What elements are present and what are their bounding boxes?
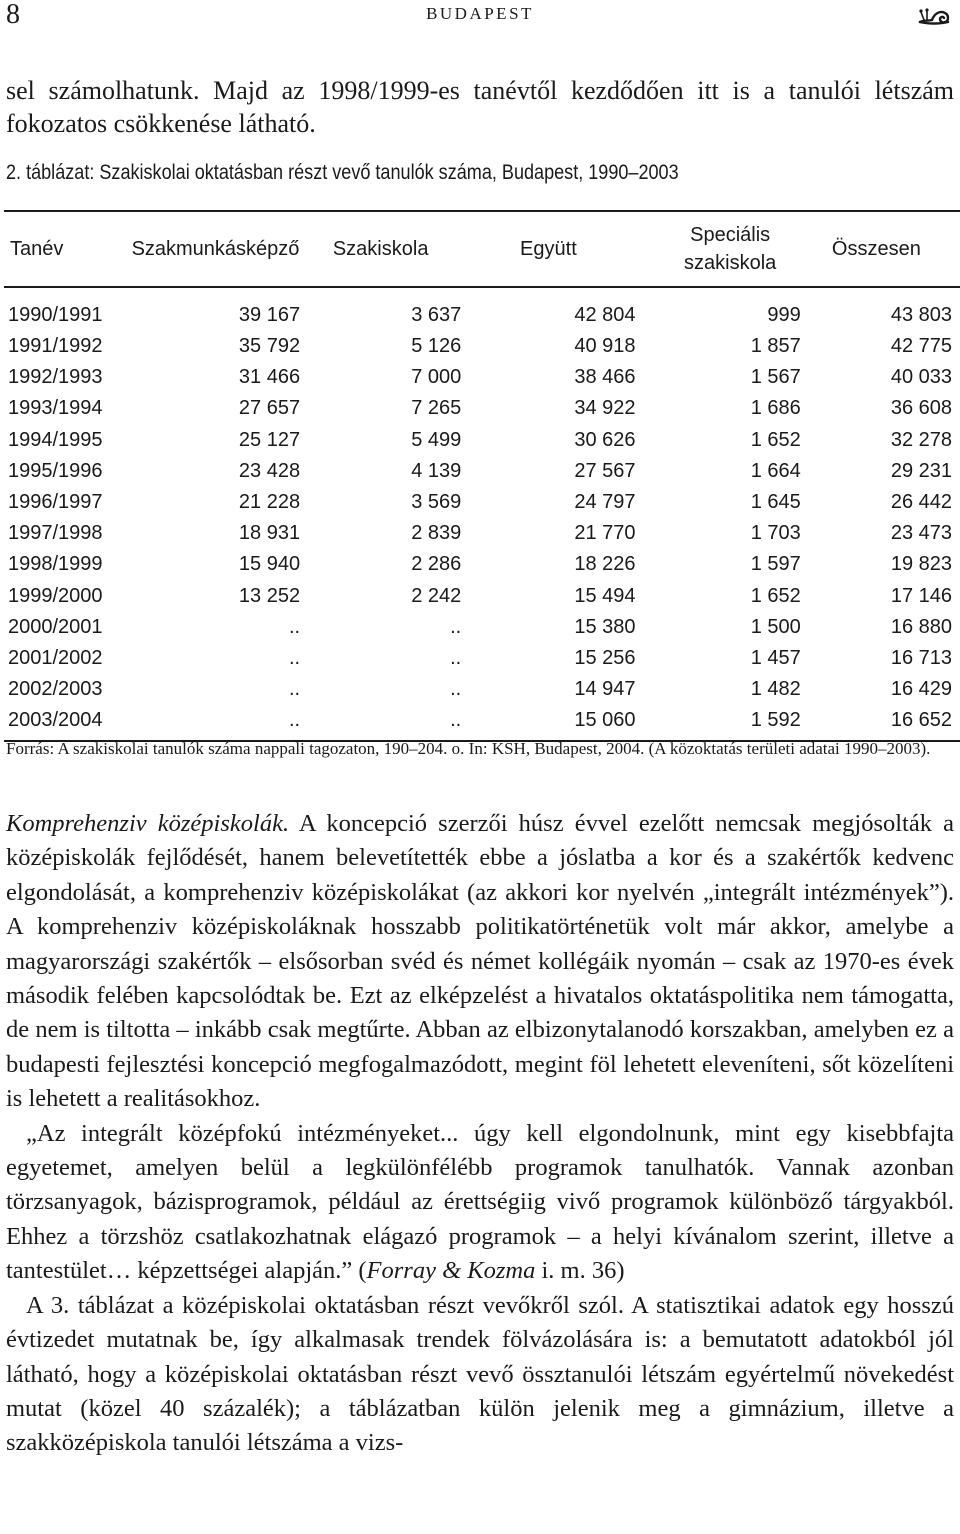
cell-szakiskola: 7 000 [411, 366, 462, 389]
cell-year: 1998/1999 [8, 553, 103, 576]
cell-egyutt: 38 466 [574, 366, 636, 389]
cell-year: 2002/2003 [8, 678, 103, 701]
cell-osszesen: 42 775 [890, 335, 952, 358]
header-szakiskola: Szakiskola [300, 211, 461, 287]
cell-year: 1999/2000 [8, 584, 103, 607]
paragraph-komprehenziv [6, 807, 954, 1117]
cell-year: 2003/2004 [4, 705, 131, 741]
cell-szakiskola: .. [300, 705, 461, 741]
cell-szakmunkaskepzo: .. [131, 705, 300, 741]
header-specialis-line1: Speciális [690, 224, 771, 246]
header-specialis-line2: szakiskola [684, 252, 777, 274]
cell-specialis: 1 597 [750, 553, 801, 576]
cell-szakmunkaskepzo: 18 931 [238, 522, 301, 545]
cell-year: 1996/1997 [8, 491, 103, 514]
table-row [4, 487, 960, 518]
cell-specialis: 1 500 [750, 615, 801, 638]
cell-specialis: 1 482 [750, 678, 801, 701]
cell-szakmunkaskepzo: 15 940 [238, 553, 301, 576]
cell-specialis: 1 652 [750, 584, 801, 607]
table-header-row [4, 211, 960, 287]
cell-szakmunkaskepzo: 35 792 [238, 335, 301, 358]
cell-specialis: 1 703 [750, 522, 801, 545]
table-row [4, 705, 960, 741]
cell-egyutt: 14 947 [574, 678, 636, 701]
paragraph-table3: A 3. táblázat a középiskolai oktatásban részt vevőkről szól. A statisztikai adatok egy hosszú évtizedet mutatnak be, így alkalmasak trendek fölvázolására is: a bemutatott adatokból jól látható, hogy a középiskolai oktatásban részt vevő össztanulói létszám egyértelmű növekedést mutat (közel 40 százalék); a táblázatban külön jelenik meg a gimnázium, illetve a szakközépiskola tanulói létszáma a vizs- [6, 1291, 954, 1457]
cell-specialis: 1 857 [750, 335, 801, 358]
cell-szakiskola: .. [450, 646, 462, 669]
cell-osszesen: 16 429 [890, 678, 952, 701]
cell-szakiskola: 5 126 [411, 335, 462, 358]
cell-osszesen: 29 231 [890, 459, 952, 482]
cell-specialis: 1 457 [750, 646, 801, 669]
table-source: Forrás: A szakiskolai tanulók száma nappali tagozaton, 190–204. o. In: KSH, Budapest, 2004. (A közoktatás területi adatai 1990–2003). [6, 739, 931, 758]
table-row [4, 581, 960, 612]
cell-szakmunkaskepzo: 39 167 [238, 304, 301, 326]
cell-szakmunkaskepzo: 13 252 [238, 584, 301, 607]
cell-year: 1991/1992 [8, 335, 103, 358]
header-year: Tanév [4, 211, 131, 287]
cell-szakiskola: .. [450, 678, 462, 701]
cell-egyutt: 24 797 [574, 491, 636, 514]
table-row [4, 456, 960, 487]
table-caption: 2. táblázat: Szakiskolai oktatásban részt vevő tanulók száma, Budapest, 1990–2003 [6, 161, 679, 184]
cell-szakiskola: 5 499 [411, 428, 462, 451]
cell-egyutt: 27 567 [574, 459, 636, 482]
table-row [4, 393, 960, 424]
header-specialis-szakiskola [636, 211, 801, 287]
quote-tail: i. m. 36) [535, 1257, 625, 1285]
cell-szakmunkaskepzo: 23 428 [238, 459, 301, 482]
table-row [4, 549, 960, 580]
cell-szakiskola: 2 286 [411, 553, 462, 576]
cell-osszesen: 16 652 [801, 705, 960, 741]
quote-text: „Az integrált középfokú intézményeket... úgy kell elgondolnunk, mint egy kisebbfajta egyetemet, amelyen belül a legkülönfélébb programok tanulhatók. Vannak azonban törzsanyagok, bázisprogramok, például az érettségiig vivő programok különböző tárgyakból. Ehhez a törzshöz csatlakozhatnak elágazó programok – a helyi kívánalom szerint, illetve a tantestület… képzettségei alapján.” ( [6, 1119, 954, 1285]
cell-specialis: 1 664 [750, 459, 801, 482]
cell-osszesen: 23 473 [890, 522, 952, 545]
table-row [4, 362, 960, 393]
cell-egyutt: 21 770 [574, 522, 636, 545]
cell-year: 1995/1996 [8, 459, 103, 482]
cell-year: 2000/2001 [8, 615, 103, 638]
cell-osszesen: 40 033 [890, 366, 952, 389]
cell-year: 1990/1991 [8, 304, 103, 326]
cell-szakiskola: 7 265 [411, 397, 462, 420]
cell-year: 1993/1994 [8, 397, 103, 420]
running-title: BUDAPEST [426, 4, 534, 23]
body-text [6, 807, 954, 1461]
cell-szakiskola: 2 839 [411, 522, 462, 545]
cell-specialis: 999 [767, 304, 801, 326]
intro-paragraph: sel számolhatunk. Majd az 1998/1999-es tanévtől kezdődően itt is a tanulói létszám fokozatos csökkenése látható. [6, 76, 954, 138]
cell-year: 2001/2002 [8, 646, 103, 669]
cell-szakmunkaskepzo: 25 127 [238, 428, 301, 451]
cell-egyutt: 42 804 [574, 304, 636, 326]
paragraph-quote [6, 1117, 954, 1289]
cell-szakmunkaskepzo: .. [288, 615, 301, 638]
cell-osszesen: 19 823 [890, 553, 952, 576]
cell-szakiskola: 3 569 [411, 491, 462, 514]
cell-year: 1994/1995 [8, 428, 103, 451]
table-body [4, 287, 960, 741]
cell-egyutt: 34 922 [574, 397, 636, 420]
cell-egyutt: 15 380 [574, 615, 636, 638]
table-row [4, 331, 960, 362]
cell-specialis: 1 567 [750, 366, 801, 389]
cell-osszesen: 17 146 [890, 584, 952, 607]
cell-osszesen: 16 880 [890, 615, 952, 638]
cell-year: 1992/1993 [8, 366, 103, 389]
cell-egyutt: 30 626 [574, 428, 636, 451]
header-osszesen: Összesen [801, 211, 960, 287]
table-row [4, 674, 960, 705]
paragraph-lead: Komprehenziv középiskolák. [6, 810, 290, 837]
cell-specialis: 1 645 [750, 491, 801, 514]
header-egyutt: Együtt [461, 211, 635, 287]
cell-egyutt: 15 060 [461, 705, 635, 741]
cell-year: 1997/1998 [8, 522, 103, 545]
cell-szakmunkaskepzo: 21 228 [238, 491, 301, 514]
table-row [4, 518, 960, 549]
cell-szakiskola: .. [450, 615, 462, 638]
cell-specialis: 1 686 [750, 397, 801, 420]
cell-egyutt: 15 256 [574, 646, 636, 669]
cell-szakmunkaskepzo: 27 657 [238, 397, 301, 420]
cell-specialis: 1 592 [636, 705, 801, 741]
cell-egyutt: 15 494 [574, 584, 636, 607]
table-row [4, 612, 960, 643]
cell-szakmunkaskepzo: 31 466 [238, 366, 301, 389]
page-header [0, 0, 960, 30]
cell-egyutt: 18 226 [574, 553, 636, 576]
cell-szakiskola: 4 139 [411, 459, 462, 482]
cell-szakiskola: 2 242 [411, 584, 462, 607]
cell-szakiskola: 3 637 [411, 304, 462, 326]
header-szakmunkaskepzo: Szakmunkásképző [131, 211, 300, 287]
students-table [4, 210, 960, 742]
cell-egyutt: 40 918 [574, 335, 636, 358]
table-row [4, 425, 960, 456]
cell-osszesen: 26 442 [890, 491, 952, 514]
cell-osszesen: 16 713 [890, 646, 952, 669]
cell-specialis: 1 652 [750, 428, 801, 451]
table-row [4, 643, 960, 674]
table-row [4, 287, 960, 331]
quote-citation: Forray & Kozma [366, 1257, 536, 1285]
cell-osszesen: 32 278 [890, 428, 952, 451]
page-number: 8 [6, 0, 20, 30]
cell-szakmunkaskepzo: .. [288, 678, 301, 701]
paragraph-text: A koncepció szerzői húsz évvel ezelőtt nemcsak megjósolták a középiskolák fejlődését, hanem belevetítették ebbe a jóslatba a kor és a szakértők kedvenc elgondolását, a komprehenziv középiskolákat (az akkori kor nyelvén „integrált intézmények”). A komprehenziv középiskoláknak hosszabb politikatörténetük volt már akkor, amelybe a magyarországi szakértők – elsősorban svéd és német kollégáik nyomán – csak az 1970-es évek második felében kapcsolódtak be. Ezt az elképzelést a hivatalos oktatáspolitika nem támogatta, de nem is tiltotta – inkább csak megtűrte. Abban az elbizonytalanodó korszakban, amelyben ez a budapesti fejlesztési koncepció megfogalmazódott, megint föl lehetett eleveníteni, sőt közelíteni is lehetett a realitásokhoz. [6, 810, 954, 1113]
snail-ornament-icon [918, 0, 952, 26]
cell-osszesen: 43 803 [890, 304, 952, 326]
cell-osszesen: 36 608 [890, 397, 952, 420]
cell-szakmunkaskepzo: .. [288, 646, 301, 669]
